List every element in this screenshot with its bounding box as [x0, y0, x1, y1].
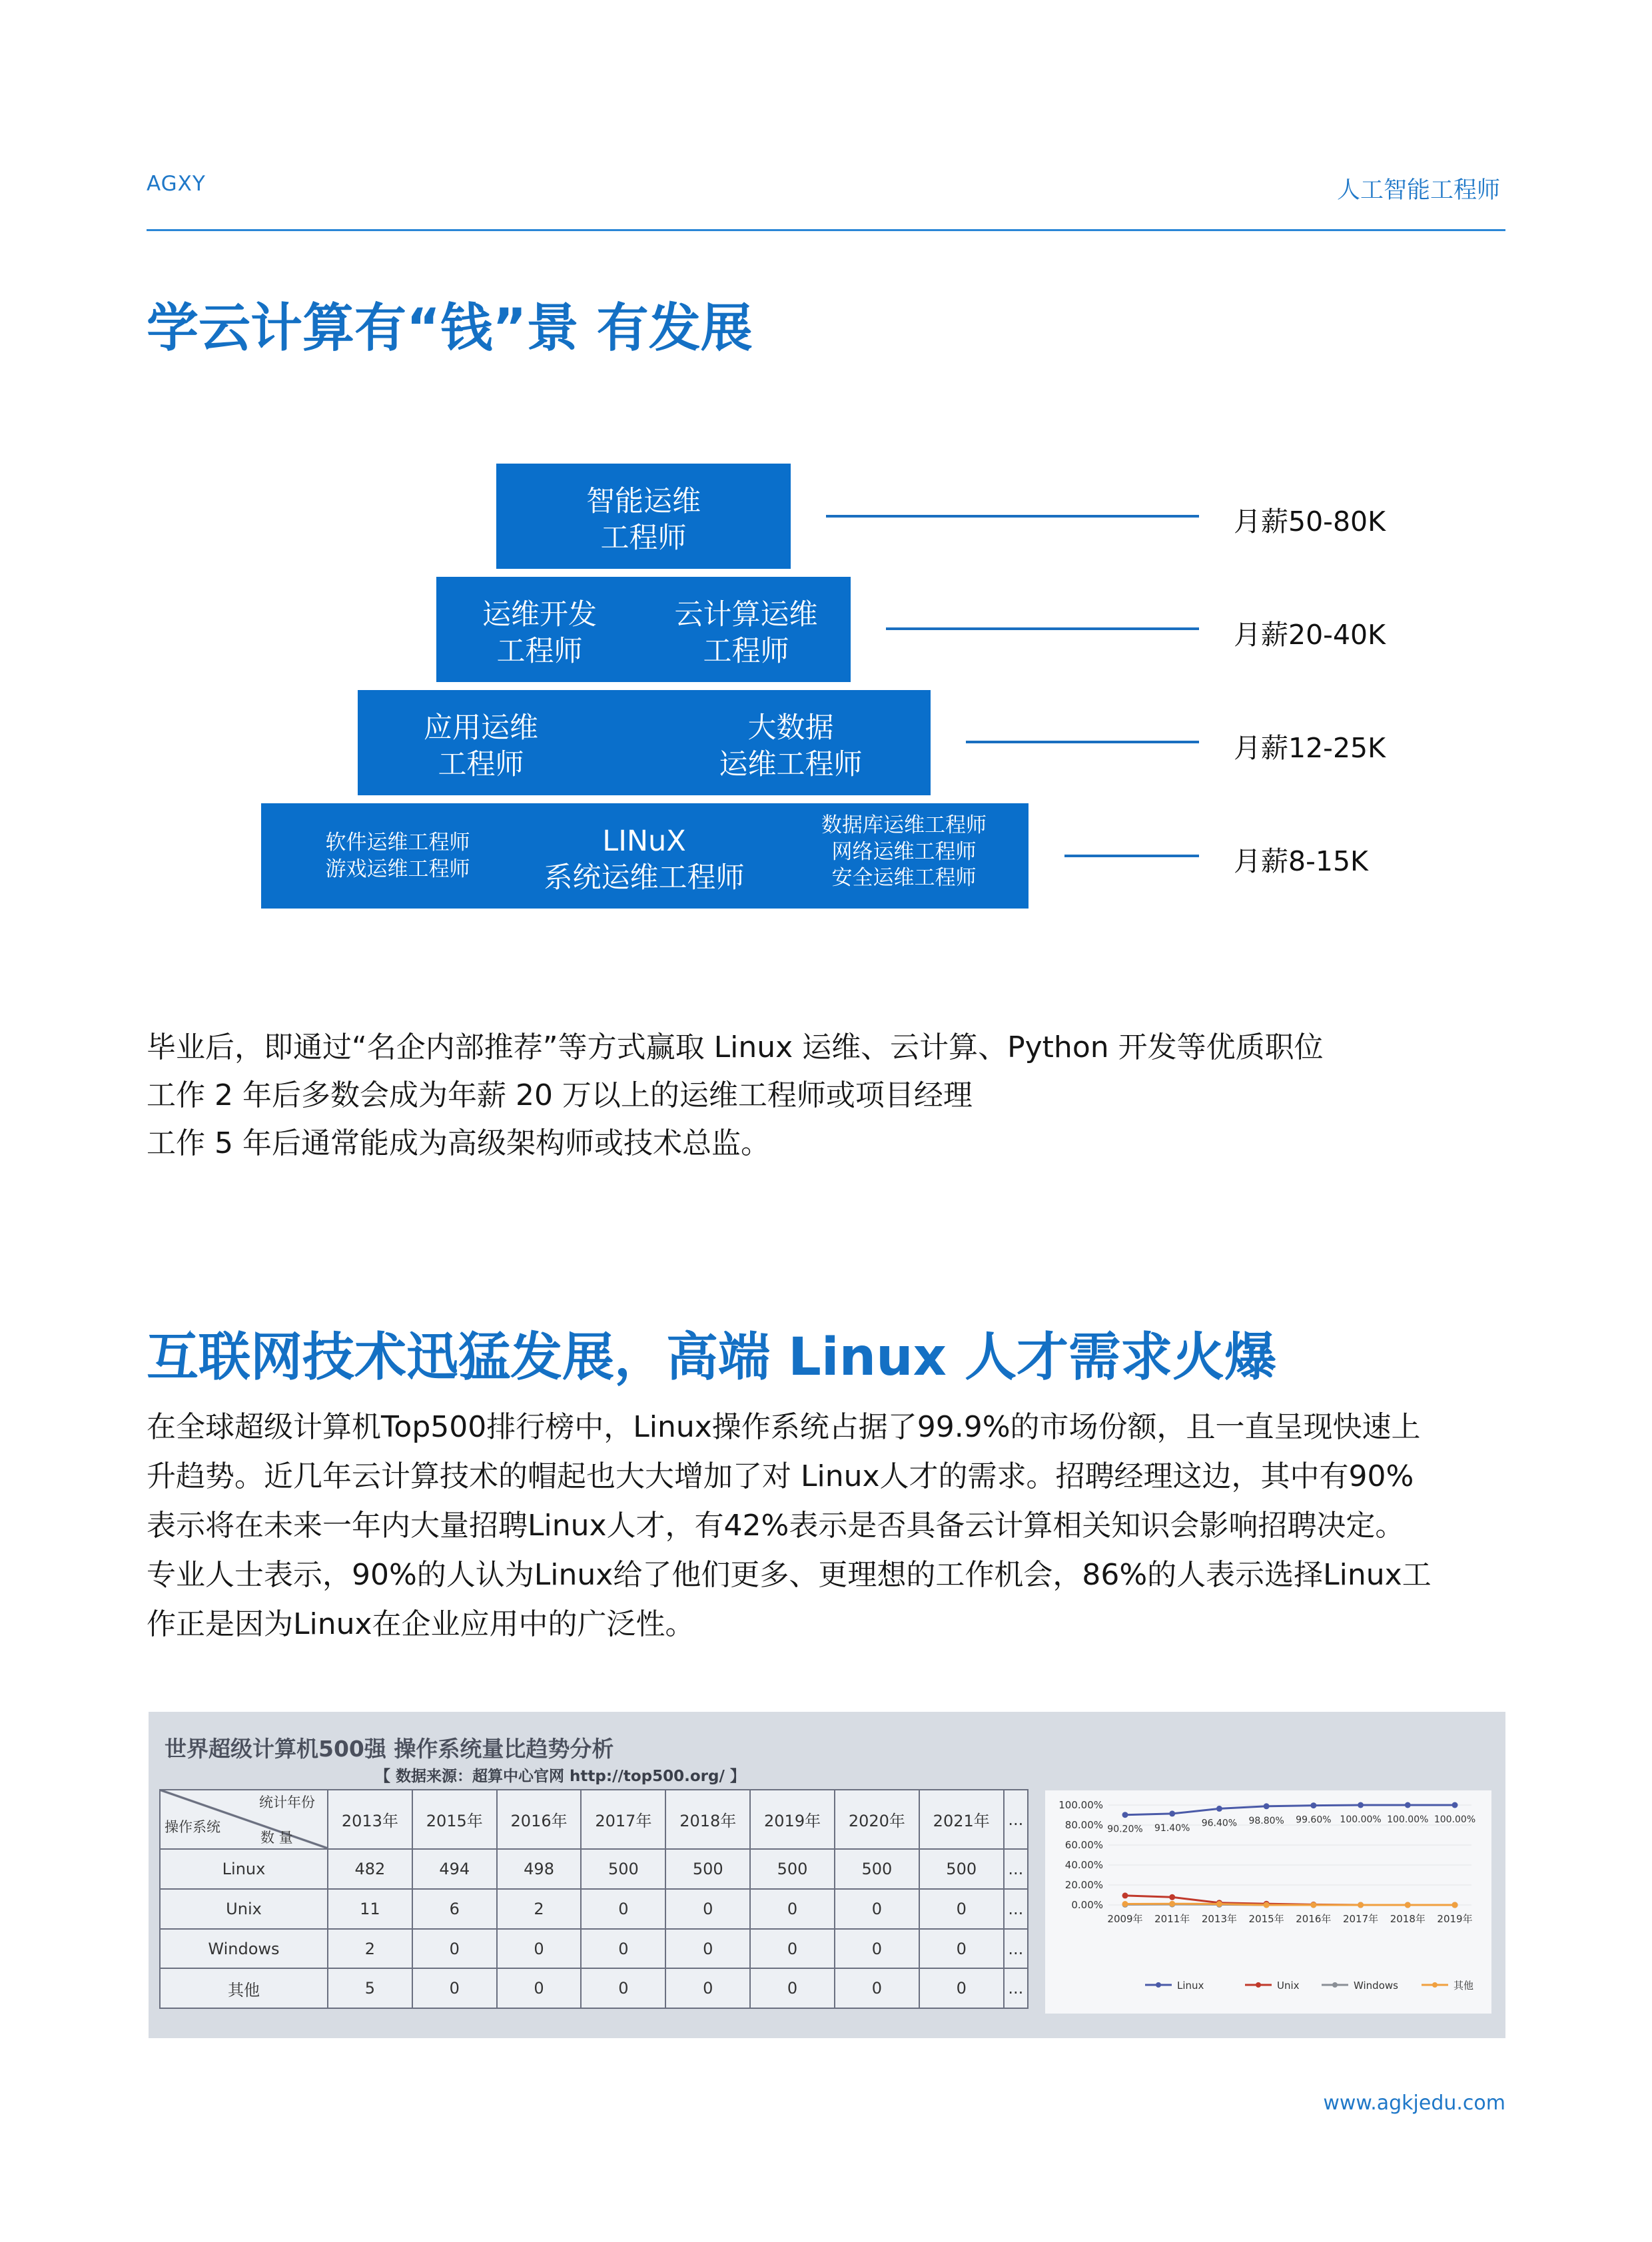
para1-line-3: 工作 5 年后通常能成为高级架构师或技术总监。	[147, 1126, 770, 1160]
tier4-right-text: 数据库运维工程师 网络运维工程师 安全运维工程师	[821, 813, 987, 891]
table-cell: ...	[1004, 1889, 1028, 1929]
trend-chart-svg	[1045, 1790, 1491, 2014]
y-tick-label: 0.00%	[1071, 1899, 1103, 1911]
data-point	[1216, 1901, 1222, 1907]
table-cell: 500	[581, 1849, 665, 1889]
para1-line-2: 工作 2 年后多数会成为年薪 20 万以上的运维工程师或项目经理	[147, 1078, 973, 1112]
year-header: 2021年	[919, 1790, 1004, 1849]
data-label: 100.00%	[1340, 1814, 1382, 1825]
table-cell: 0	[581, 1968, 665, 2008]
section2-paragraph	[147, 1403, 1505, 1649]
y-tick-label: 40.00%	[1064, 1859, 1103, 1871]
photo-title: 世界超级计算机500强 操作系统量比趋势分析	[165, 1736, 614, 1762]
table-cell: 0	[665, 1968, 750, 2008]
legend-label: Linux	[1177, 1980, 1204, 1992]
x-tick-label: 2017年	[1342, 1913, 1379, 1925]
os-trend-chart	[1045, 1790, 1491, 2014]
table-cell: 0	[750, 1929, 835, 1969]
para2-line-3: 表示将在未来一年内大量招聘Linux人才，有42%表示是否具备云计算相关知识会影响招聘决定。	[147, 1509, 1405, 1543]
row-label: Linux	[160, 1849, 328, 1889]
legend-marker	[1432, 1982, 1438, 1988]
table-cell: 0	[497, 1929, 582, 1969]
tier3-right-text: 大数据 运维工程师	[719, 711, 863, 782]
year-header: 2013年	[328, 1790, 412, 1849]
pyramid-tier-2	[436, 577, 851, 682]
table-cell: 0	[412, 1929, 497, 1969]
pyramid-tier-3	[358, 690, 931, 795]
table-row	[160, 1929, 1028, 1969]
tier2-left-text: 运维开发 工程师	[482, 598, 597, 669]
x-tick-label: 2018年	[1390, 1913, 1426, 1925]
row-label: 其他	[160, 1968, 328, 2008]
table-cell: 494	[412, 1849, 497, 1889]
legend-label: Unix	[1277, 1980, 1300, 1992]
corner-top-label: 统计年份	[259, 1794, 315, 1810]
footer-url: www.agkjedu.com	[1323, 2091, 1505, 2115]
tier4-connector	[1064, 855, 1199, 857]
table-cell: 0	[835, 1929, 919, 1969]
data-point	[1405, 1802, 1411, 1808]
x-tick-label: 2015年	[1248, 1913, 1284, 1925]
data-point	[1122, 1892, 1128, 1898]
year-header: 2015年	[412, 1790, 497, 1849]
table-cell: 0	[919, 1968, 1004, 2008]
table-cell: 0	[919, 1929, 1004, 1969]
data-point	[1169, 1901, 1175, 1907]
table-cell: 0	[497, 1968, 582, 2008]
data-point	[1264, 1902, 1270, 1908]
os-share-table	[159, 1789, 1029, 2009]
year-header: 2019年	[750, 1790, 835, 1849]
table-cell: ...	[1004, 1929, 1028, 1969]
section1-paragraph	[147, 1024, 1505, 1168]
data-label: 100.00%	[1434, 1814, 1476, 1825]
legend-label: Windows	[1354, 1980, 1398, 1992]
para2-line-2: 升趋势。近几年云计算技术的帽起也大大增加了对 Linux人才的需求。招聘经理这边，其中有90%	[147, 1459, 1414, 1493]
table-row	[160, 1889, 1028, 1929]
tier1-center-text: 智能运维 工程师	[586, 485, 701, 556]
table-row	[160, 1849, 1028, 1889]
photo-source: 【 数据来源：超算中心官网 http://top500.org/ 】	[375, 1768, 745, 1785]
x-tick-label: 2011年	[1154, 1913, 1190, 1925]
tier2-salary: 月薪20-40K	[1234, 619, 1386, 651]
data-point	[1358, 1802, 1364, 1808]
row-label: Unix	[160, 1889, 328, 1929]
tier2-right-text: 云计算运维 工程师	[674, 598, 818, 669]
data-point	[1169, 1894, 1175, 1900]
data-point	[1169, 1810, 1175, 1816]
table-cell: 0	[665, 1929, 750, 1969]
legend-marker	[1332, 1982, 1338, 1988]
data-point	[1122, 1901, 1128, 1907]
table-cell: 6	[412, 1889, 497, 1929]
table-cell: 500	[750, 1849, 835, 1889]
data-label: 96.40%	[1201, 1818, 1238, 1829]
table-cell: 0	[750, 1889, 835, 1929]
table-cell: 500	[665, 1849, 750, 1889]
table-cell: 5	[328, 1968, 412, 2008]
tier4-center-text: LINuX 系统运维工程师	[544, 825, 745, 895]
corner-right-label: 数 量	[260, 1830, 293, 1846]
table-cell: ...	[1004, 1968, 1028, 2008]
data-label: 100.00%	[1387, 1814, 1429, 1825]
para2-line-1: 在全球超级计算机Top500排行榜中，Linux操作系统占据了99.9%的市场份额，且一直呈现快速上	[147, 1410, 1421, 1444]
legend-marker	[1256, 1982, 1261, 1988]
table-cell: 0	[919, 1889, 1004, 1929]
data-point	[1310, 1902, 1316, 1908]
legend-label: 其他	[1453, 1980, 1474, 1992]
table-cell: 482	[328, 1849, 412, 1889]
data-label: 91.40%	[1154, 1822, 1190, 1834]
data-point	[1310, 1802, 1316, 1808]
data-label: 90.20%	[1107, 1824, 1143, 1835]
data-point	[1452, 1802, 1458, 1808]
y-tick-label: 20.00%	[1064, 1879, 1103, 1891]
table-cell: 2	[497, 1889, 582, 1929]
y-tick-label: 60.00%	[1064, 1839, 1103, 1851]
table-row	[160, 1968, 1028, 2008]
table-cell: 500	[919, 1849, 1004, 1889]
y-tick-label: 80.00%	[1064, 1819, 1103, 1831]
x-tick-label: 2019年	[1437, 1913, 1473, 1925]
table-cell: 0	[412, 1968, 497, 2008]
table-cell: ...	[1004, 1849, 1028, 1889]
para2-line-5: 作正是因为Linux在企业应用中的广泛性。	[147, 1607, 695, 1641]
table-cell: 0	[581, 1929, 665, 1969]
year-header: ...	[1004, 1790, 1028, 1849]
data-label: 98.80%	[1248, 1815, 1284, 1826]
legend-marker	[1156, 1982, 1161, 1988]
pyramid-tier-1	[496, 464, 791, 569]
year-header: 2016年	[497, 1790, 582, 1849]
data-point	[1216, 1806, 1222, 1812]
tier3-salary: 月薪12-25K	[1234, 732, 1386, 764]
row-label: Windows	[160, 1929, 328, 1969]
section2-heading: 互联网技术迅猛发展，高端 Linux 人才需求火爆	[147, 1327, 1277, 1387]
tier1-salary: 月薪50-80K	[1234, 506, 1386, 538]
table-corner-cell	[160, 1790, 328, 1849]
pyramid-tier-4	[261, 803, 1029, 909]
year-header: 2018年	[665, 1790, 750, 1849]
tier4-left-text: 软件运维工程师 游戏运维工程师	[325, 831, 470, 881]
table-cell: 0	[835, 1889, 919, 1929]
header-divider	[147, 229, 1505, 231]
header-brand: AGXY	[147, 172, 206, 196]
y-tick-label: 100.00%	[1058, 1799, 1103, 1811]
data-label: 99.60%	[1296, 1814, 1332, 1826]
table-cell: 0	[665, 1889, 750, 1929]
tier2-connector	[886, 627, 1199, 630]
section1-heading: 学云计算有“钱”景 有发展	[147, 298, 753, 358]
x-tick-label: 2009年	[1107, 1913, 1143, 1925]
table-cell: 0	[835, 1968, 919, 2008]
table-cell: 0	[581, 1889, 665, 1929]
tier3-connector	[966, 741, 1199, 743]
table-cell: 2	[328, 1929, 412, 1969]
data-point	[1264, 1803, 1270, 1809]
data-point	[1122, 1812, 1128, 1818]
table-cell: 498	[497, 1849, 582, 1889]
data-point	[1358, 1902, 1364, 1908]
tier4-salary: 月薪8-15K	[1234, 845, 1368, 877]
header-title: 人工智能工程师	[1336, 177, 1500, 204]
tier1-connector	[826, 515, 1199, 518]
tier3-left-text: 应用运维 工程师	[424, 711, 538, 782]
data-point	[1405, 1902, 1411, 1908]
para1-line-1: 毕业后，即通过“名企内部推荐”等方式赢取 Linux 运维、云计算、Python 开发等优质职位	[147, 1030, 1324, 1064]
table-cell: 500	[835, 1849, 919, 1889]
table-cell: 11	[328, 1889, 412, 1929]
table-cell: 0	[750, 1968, 835, 2008]
x-tick-label: 2016年	[1296, 1913, 1332, 1925]
x-tick-label: 2013年	[1201, 1913, 1238, 1925]
year-header: 2017年	[581, 1790, 665, 1849]
data-point	[1452, 1902, 1458, 1908]
year-header: 2020年	[835, 1790, 919, 1849]
para2-line-4: 专业人士表示，90%的人认为Linux给了他们更多、更理想的工作机会，86%的人表示选择Linux工	[147, 1558, 1432, 1592]
top500-photo	[149, 1712, 1505, 2038]
corner-left-label: 操作系统	[165, 1819, 220, 1836]
